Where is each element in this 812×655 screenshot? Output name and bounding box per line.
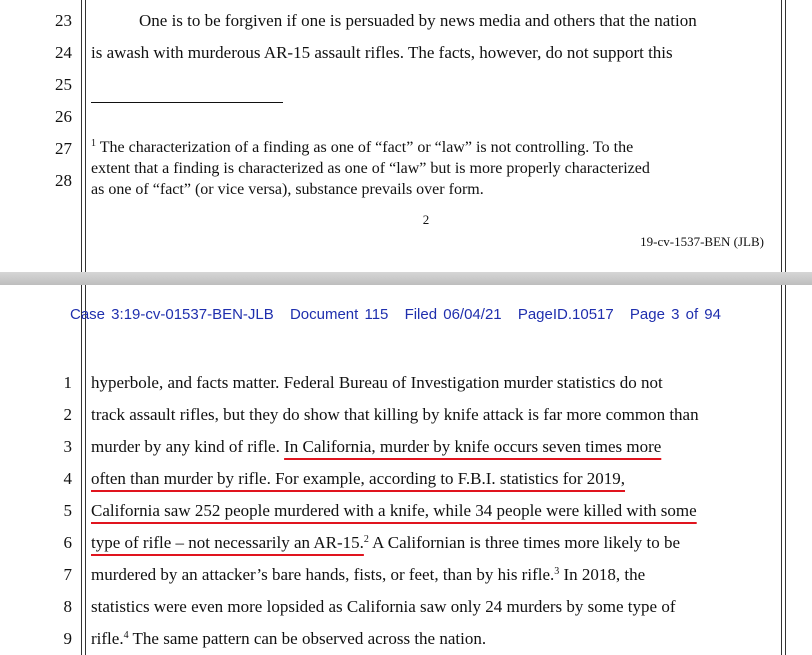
- line-number: 9: [63, 629, 72, 648]
- body-text-line: [91, 565, 645, 585]
- header-filed: Filed 06/04/21: [404, 306, 502, 323]
- line-number: 6: [63, 533, 72, 552]
- body-text-line: [91, 629, 486, 649]
- body-text-line: [91, 437, 661, 457]
- case-number-footer: 19-cv-1537-BEN (JLB): [640, 234, 764, 249]
- line-number: 3: [63, 437, 72, 456]
- left-margin-rule-inner: [85, 0, 86, 272]
- body-text-line: [91, 533, 680, 553]
- line-number: 25: [55, 75, 72, 94]
- highlighted-text: type of rifle – not necessarily an AR-15.: [91, 533, 364, 552]
- right-margin-rule-outer: [785, 285, 786, 655]
- page-separator: [0, 272, 812, 285]
- body-text-line: track assault rifles, but they do show that killing by knife attack is far more common than: [91, 405, 699, 424]
- right-margin-rule-outer: [785, 0, 786, 272]
- body-text-line: statistics were even more lopsided as California saw only 24 murders by some type of: [91, 597, 676, 616]
- body-text-line: hyperbole, and facts matter. Federal Bureau of Investigation murder statistics do not: [91, 373, 663, 392]
- line-number: 28: [55, 171, 72, 190]
- left-margin-rule-inner: [85, 285, 86, 655]
- line-number: 26: [55, 107, 72, 126]
- line-number: 2: [63, 405, 72, 424]
- highlighted-text: California saw 252 people murdered with a knife, while 34 people were killed with some: [91, 501, 697, 520]
- footnote-ref[interactable]: 4: [123, 630, 129, 641]
- highlighted-text: In California, murder by knife occurs seven times more: [284, 437, 662, 456]
- plain-text: rifle.: [91, 629, 124, 648]
- header-pageid: PageID.10517: [517, 306, 614, 323]
- page-number: 2: [422, 212, 430, 227]
- header-page: Page 3 of 94: [629, 306, 721, 323]
- footnote-line: as one of “fact” (or vice versa), substance prevails over form.: [91, 181, 484, 198]
- footnote-marker: 1: [91, 138, 96, 149]
- plain-text: The same pattern can be observed across the nation.: [128, 629, 487, 648]
- line-number: 27: [55, 139, 72, 158]
- plain-text: murder by any kind of rifle.: [91, 437, 285, 456]
- line-number: 24: [55, 43, 72, 62]
- right-margin-rule: [781, 0, 782, 272]
- body-text-line: is awash with murderous AR-15 assault rifles. The facts, however, do not support this: [91, 43, 673, 62]
- body-text-line: One is to be forgiven if one is persuaded by news media and others that the nation: [139, 11, 697, 30]
- footnote-separator: [91, 102, 283, 103]
- highlighted-text: often than murder by rifle. For example, according to F.B.I. statistics for 2019,: [91, 469, 626, 488]
- line-number: 1: [63, 373, 72, 392]
- left-margin-rule: [81, 285, 82, 655]
- plain-text: In 2018, the: [559, 565, 646, 584]
- body-text-line: [91, 469, 625, 489]
- plain-text: A Californian is three times more likely to be: [368, 533, 681, 552]
- line-number: 5: [63, 501, 72, 520]
- footnote-line: [91, 137, 633, 158]
- plain-text: murdered by an attacker’s bare hands, fists, or feet, than by his rifle.: [91, 565, 555, 584]
- line-number: 7: [63, 565, 72, 584]
- line-number: 4: [63, 469, 72, 488]
- header-case: Case 3:19-cv-01537-BEN-JLB: [70, 306, 274, 323]
- line-number: 8: [63, 597, 72, 616]
- footnote-ref[interactable]: 3: [554, 566, 560, 577]
- line-number: 23: [55, 11, 72, 30]
- footnote-ref[interactable]: 2: [363, 534, 369, 545]
- previous-page: [0, 0, 812, 272]
- header-document: Document 115: [289, 306, 389, 323]
- body-text-line: [91, 501, 697, 521]
- current-page: [0, 285, 812, 655]
- right-margin-rule: [781, 285, 782, 655]
- footnote-text: The characterization of a finding as one of “fact” or “law” is not controlling. To the: [96, 139, 634, 156]
- document-header: [70, 306, 731, 323]
- left-margin-rule: [81, 0, 82, 272]
- footnote-line: extent that a finding is characterized as one of “law” but is more properly characterized: [91, 160, 650, 177]
